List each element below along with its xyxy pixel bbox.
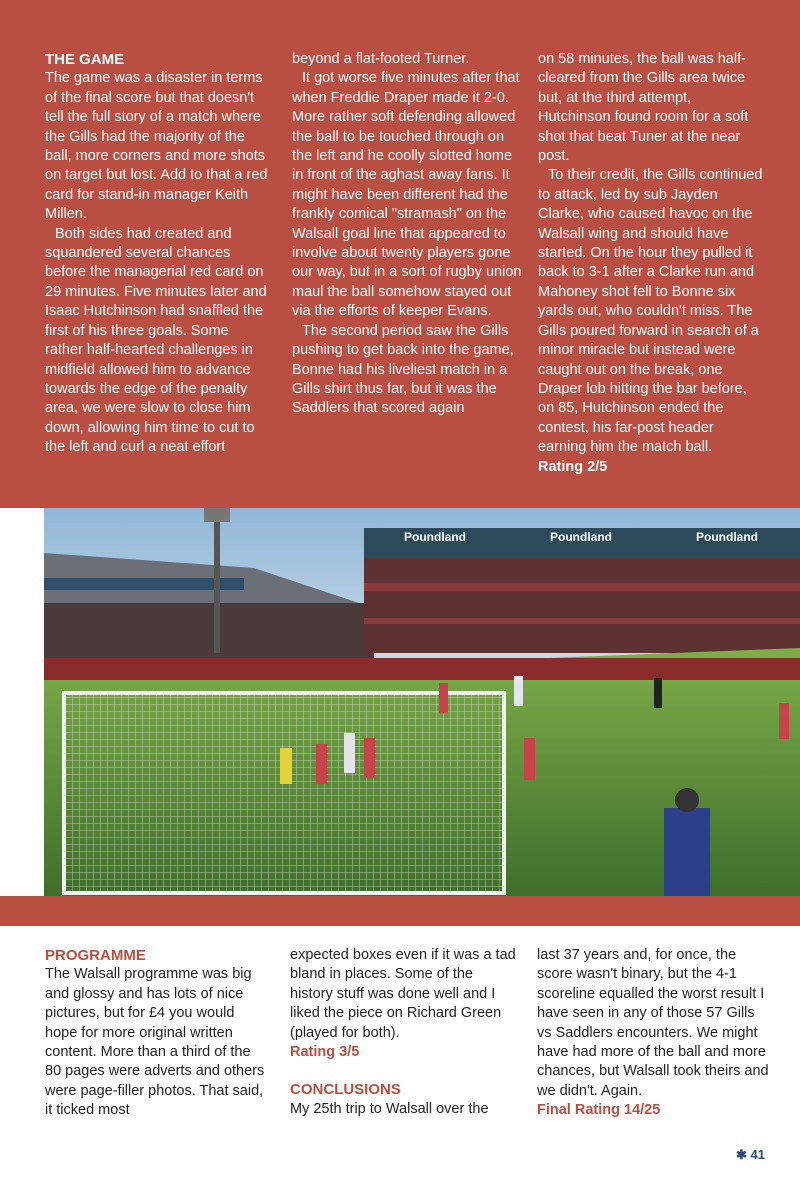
game-paragraph: The game was a disaster in terms of the final score but that doesn't tell the full story of a match where the Gills had the majority of the ball, more corners and more shots on target but lost. Add to that a red card for stand-in manager Keith Millen.: [45, 70, 268, 223]
game-column-2: [292, 50, 522, 419]
game-column-1: [45, 50, 270, 458]
programme-heading: PROGRAMME: [45, 947, 146, 964]
page-number-value: 41: [750, 1147, 765, 1162]
conclusions-text: last 37 years and, for once, the score wasn't binary, but the 4-1 scoreline equalled the worst result I have seen in any of those 57 Gills vs Saddlers encounters. We might have had more of the ball and more chances, but Walsall took theirs and we didn't. Again.: [537, 947, 769, 1099]
advertising-hoarding: [362, 526, 800, 548]
game-paragraph: beyond a flat-footed Turner.: [292, 51, 470, 67]
match-photo: [44, 508, 800, 896]
programme-text: The Walsall programme was big and glossy and has lots of nice pictures, but for £4 you would hope for more original written content. More than a third of the 80 pages were adverts and others were page-filler photos. That said, it ticked most: [45, 966, 265, 1119]
stadium-illustration: [44, 508, 800, 896]
conclusions-column: [537, 946, 769, 1121]
section-divider-band: [0, 896, 800, 926]
page-number: [736, 1147, 765, 1163]
conclusions-text: My 25th trip to Walsall over the: [290, 1100, 489, 1117]
programme-rating: Rating 3/5: [290, 1044, 360, 1061]
game-paragraph: Both sides had created and squandered several chances before the managerial red card on 29 minutes. Five minutes later and Isaac Hutchinson had snaffled the first of his three goals. Some rather half-hearted challenges in midfield allowed him to advance towards the edge of the penalty area, we were slow to close him down, allowing him time to cut to the left and curl a neat effort: [45, 225, 267, 456]
conclusions-heading: CONCLUSIONS: [290, 1081, 401, 1099]
banner-text: Poundland: [550, 530, 612, 544]
game-paragraph: on 58 minutes, the ball was half-cleared from the Gills area twice but, at the third attempt, Hutchinson found room for a soft shot that beat Tuner at the near post.: [538, 51, 749, 165]
banner-text: Poundland: [404, 530, 466, 544]
banner-text: Poundland: [696, 530, 758, 544]
programme-column: [45, 946, 270, 1121]
game-rating: Rating 2/5: [538, 458, 608, 475]
game-column-3: [538, 50, 766, 477]
page-marker-icon: ✱: [736, 1147, 751, 1162]
final-rating: Final Rating 14/25: [537, 1102, 661, 1119]
game-paragraph: The second period saw the Gills pushing to get back into the game, Bonne had his liveliest match in a Gills shirt thus far, but it was the Saddlers that scored again: [292, 322, 514, 417]
programme-conclusions-column: [290, 946, 518, 1119]
game-paragraph: It got worse five minutes after that when Freddie Draper made it 2-0. More rather soft defending allowed the ball to be touched through on the left and he coolly slotted home in front of the aghast away fans. It might have been different had the frankly comical "stramash" on the Walsall goal line that appeared to involve about twenty players gone our way, but in a sort of rugby union maul the ball somehow stayed out via the efforts of keeper Evans.: [292, 70, 522, 320]
game-heading: THE GAME: [45, 51, 125, 68]
game-paragraph: To their credit, the Gills continued to attack, led by sub Jayden Clarke, who caused havoc on the Walsall wing and should have started. On the hour they pulled it back to 3-1 after a Clarke run and Mahoney shot fell to Bonne six yards out, who couldn't miss. The Gills poured forward in search of a minor miracle but instead were caught out on the break, one Draper lob hitting the bar before, on 85, Hutchinson ended the contest, his far-post header earning him the match ball.: [538, 167, 763, 456]
programme-text: expected boxes even if it was a tad bland in places. Some of the history stuff was done well and I liked the piece on Richard Green (played for both).: [290, 947, 516, 1041]
